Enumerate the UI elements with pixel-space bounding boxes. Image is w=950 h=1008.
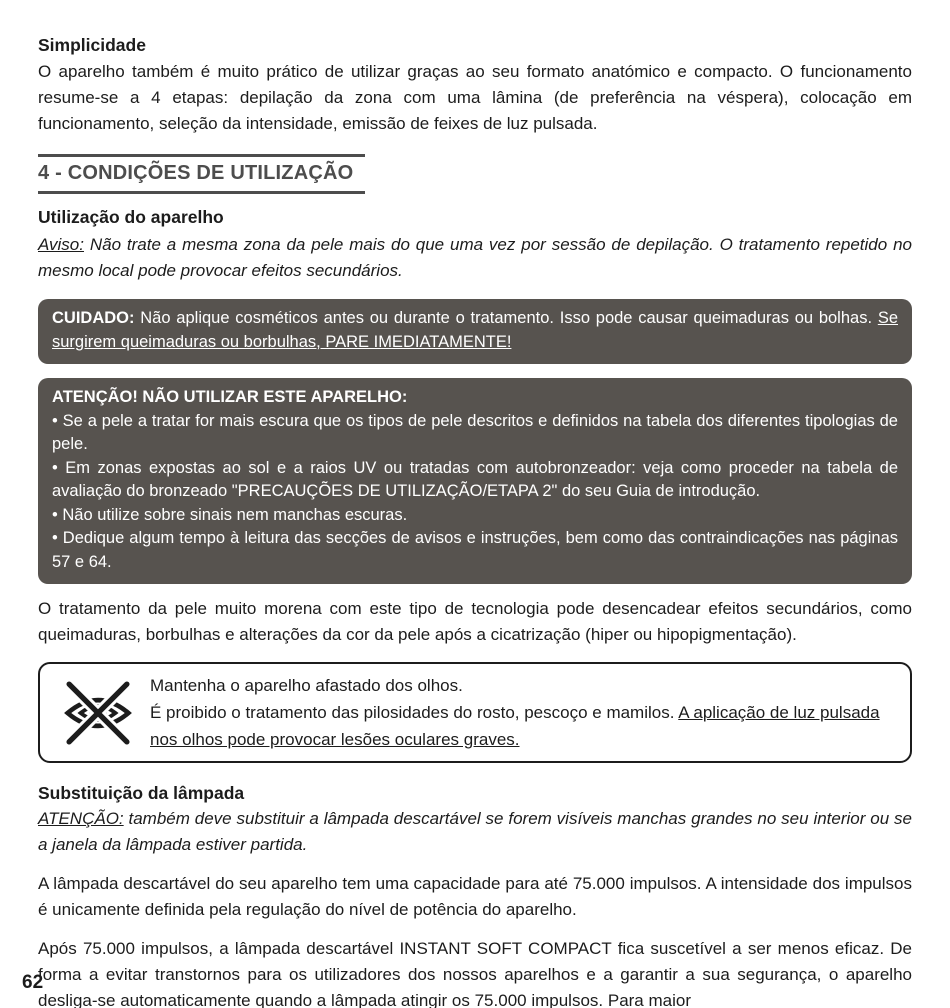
warning-bullet: • Não utilize sobre sinais nem manchas escuras. — [52, 505, 408, 524]
eye-safety-line2 — [150, 699, 894, 753]
warning-box-heading: ATENÇÃO! NÃO UTILIZAR ESTE APARELHO: — [52, 388, 408, 406]
section-title: 4 - CONDIÇÕES DE UTILIZAÇÃO — [38, 154, 365, 194]
eye-safety-line2-underlined: A aplicação de luz pulsada nos olhos pode provocar lesões oculares graves. — [150, 703, 880, 749]
lamp-warning — [38, 806, 912, 858]
caution-label: CUIDADO: — [52, 309, 135, 327]
warning-box — [38, 378, 912, 584]
warning-bullet: • Dedique algum tempo à leitura das secções de avisos e instruções, bem como das contraindicações nas páginas 57 e 64. — [52, 529, 898, 571]
caution-box — [38, 299, 912, 364]
lamp-warning-text: também deve substituir a lâmpada descartável se forem visíveis manchas grandes no seu interior ou se a janela da lâmpada estiver partida. — [38, 809, 912, 854]
caution-text: Não aplique cosméticos antes ou durante o tratamento. Isso pode causar queimaduras ou bolhas. — [134, 309, 878, 327]
eye-safety-line2-normal: É proibido o tratamento das pilosidades do rosto, pescoço e mamilos. — [150, 703, 679, 722]
lamp-warning-label: ATENÇÃO: — [38, 809, 124, 828]
lamp-paragraph-2: Após 75.000 impulsos, a lâmpada descartável INSTANT SOFT COMPACT fica suscetível a ser menos eficaz. De forma a evitar transtornos para os utilizadores dos nossos aparelhos e a garantir a sua segurança, o aparelho desliga-se automaticamente quando a lâmpada atingir os 75.000 impulsos. Para maior — [38, 939, 912, 1008]
no-eye-exposure-icon — [54, 677, 150, 749]
caution-underlined-text: Se surgirem queimaduras ou borbulhas, PARE IMEDIATAMENTE! — [52, 309, 898, 351]
eye-safety-text — [150, 672, 894, 753]
warning-bullet: • Em zonas expostas ao sol e a raios UV ou tratadas com autobronzeador: veja como proceder na tabela de avaliação do bronzeado "PRECAUÇÕES DE UTILIZAÇÃO/ETAPA 2" do seu Guia de introdução. — [52, 458, 898, 500]
treatment-paragraph: O tratamento da pele muito morena com este tipo de tecnologia pode desencadear efeitos secundários, como queimaduras, borbulhas e alterações da cor da pele após a cicatrização (hiper ou hipopigmentação). — [38, 599, 912, 644]
page-number: 62 — [22, 972, 44, 993]
simplicity-heading: Simplicidade — [38, 35, 146, 55]
usage-notice — [38, 232, 912, 284]
eye-safety-box — [38, 662, 912, 763]
warning-bullet: • Se a pele a tratar for mais escura que os tipos de pele descritos e definidos na tabela dos diferentes tipologias de pele. — [52, 411, 898, 453]
lamp-heading: Substituição da lâmpada — [38, 783, 245, 803]
simplicity-paragraph: O aparelho também é muito prático de utilizar graças ao seu formato anatómico e compacto. O funcionamento resume-se a 4 etapas: depilação da zona com uma lâmina (de preferência na véspera), colocação em funcionamento, seleção da intensidade, emissão de feixes de luz pulsada. — [38, 62, 912, 133]
usage-notice-label: Aviso: — [38, 235, 84, 254]
eye-safety-line1: Mantenha o aparelho afastado dos olhos. — [150, 676, 463, 695]
usage-heading: Utilização do aparelho — [38, 207, 224, 227]
usage-notice-text: Não trate a mesma zona da pele mais do que uma vez por sessão de depilação. O tratamento repetido no mesmo local pode provocar efeitos secundários. — [38, 235, 912, 280]
lamp-paragraph-1: A lâmpada descartável do seu aparelho tem uma capacidade para até 75.000 impulsos. A intensidade dos impulsos é unicamente definida pela regulação do nível de potência do aparelho. — [38, 874, 912, 919]
